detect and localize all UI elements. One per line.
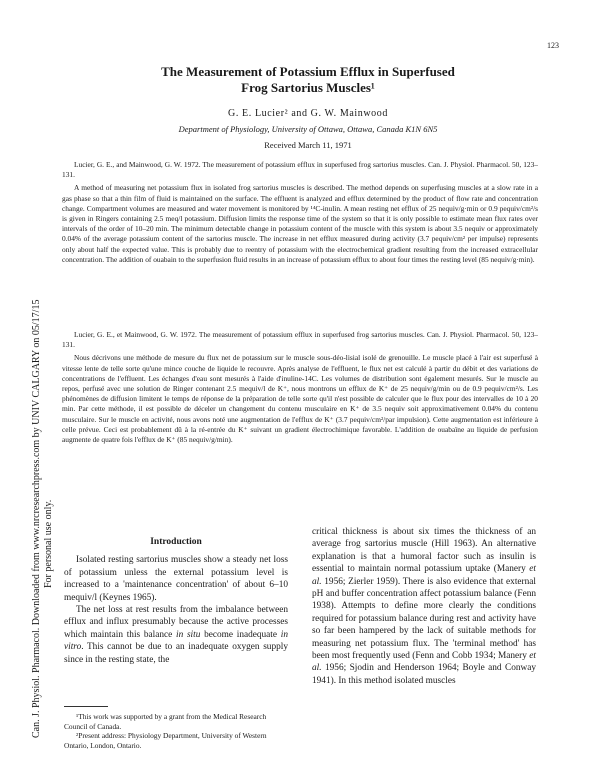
- article-title-line2: Frog Sartorius Muscles¹: [241, 80, 375, 95]
- right-text-a: critical thickness is about six times the thickness of an average frog sartorius muscle (Hill 1963). An alternative explanation is that a humoral factor such as insulin is essential to maintain normal potassium uptake (Manery: [312, 527, 536, 575]
- download-stamp-line1: Can. J. Physiol. Pharmacol. Downloaded from www.nrcresearchpress.com by UNIV CALGARY on 05/17/15: [31, 299, 42, 738]
- footnotes: [64, 712, 288, 750]
- article-title: [80, 64, 536, 96]
- authors: G. E. Lucier² and G. W. Mainwood: [228, 108, 388, 119]
- french-abstract-block: [62, 330, 538, 445]
- intro-p2-text-a: The net loss at rest results from the imbalance between efflux and influx presumably because the active processes which maintain this balance: [64, 605, 288, 640]
- article-title-line1: The Measurement of Potassium Efflux in Superfused: [161, 64, 455, 79]
- right-text-b: 1956; Zierler 1959). There is also evidence that external pH and buffer concentration affect potassium balance (Fenn 1938). Attempts to define more clearly the conditions required for potassium balance during rest and activity have so far been hampered by the lack of suitable methods for measuring net potassium flux. The 'terminal method' has been most frequently used (Fenn and Cobb 1934; Manery: [312, 576, 536, 662]
- footnote-divider: [64, 706, 108, 707]
- download-stamp-line2: For personal use only.: [43, 499, 54, 588]
- intro-p2-text-c: . This cannot be due to an inadequate oxygen supply since in the resting state, the: [64, 642, 288, 665]
- download-stamp: [31, 8, 55, 738]
- introduction-heading: Introduction: [150, 537, 202, 547]
- intro-paragraph-2: [64, 604, 288, 666]
- intro-p2-italic-in-vitro: in vitro: [64, 629, 288, 653]
- right-column-text: [312, 526, 536, 687]
- english-citation: Lucier, G. E., and Mainwood, G. W. 1972. The measurement of potassium efflux in superfused frog sartorius muscles. Can. J. Physiol. Pharmacol. 50, 123–131.: [62, 160, 538, 180]
- received-date: Received March 11, 1971: [264, 140, 352, 150]
- footnote-2: ²Present address: Physiology Department, University of Western Ontario, London, Ontario.: [64, 731, 267, 750]
- intro-p2-italic-in-situ: in situ: [175, 629, 201, 640]
- right-column: [312, 526, 536, 687]
- left-column: [64, 536, 288, 666]
- right-italic-et-al-1: et al.: [312, 564, 536, 587]
- page-number: 123: [547, 41, 559, 50]
- intro-paragraph-1: Isolated resting sartorius muscles show a steady net loss of potassium unless the external potassium level is increased to a 'maintenance concentration' of about 6–10 mequiv/l (Keynes 1965).: [64, 555, 288, 603]
- intro-p2-text-b: become inadequate: [200, 629, 281, 640]
- english-abstract: A method of measuring net potassium flux in isolated frog sartorius muscles is described. The method depends on superfusing muscles at a slow rate in a gas phase so that a thin film of fluid is maintained on the surface. The effluent is analyzed and efflux determined by the product of flow rate and concentration change. Compartment volumes are measured and water movement is monitored by ¹⁴C-inulin. A mean resting net efflux of 25 nequiv/g·min or 0.9 pequiv/cm²/s is given in Ringers containing 2.5 meq/l potassium. Diffusion limits the response time of the system so that it is only possible to estimate mean flux rates over intervals of the order of 10–20 min. The minimum detectable change in potassium content of the muscle with this system is about 3.5 nequiv or approximately 0.04% of the average potassium content of the sartorius muscle. The increase in net efflux measured during activity (3.7 pequiv/cm² per impulse) represents only about half the expected value. This is probably due to reentry of potassium with the electrochemical gradient resulting from the increased extracellular concentration. The addition of ouabain to the superfusion fluid results in an increase of potassium efflux to about four times the resting level (85 nequiv/g·min).: [62, 183, 538, 264]
- footnote-1: ¹This work was supported by a grant from the Medical Research Council of Canada.: [64, 712, 267, 731]
- french-citation: Lucier, G. E., et Mainwood, G. W. 1972. The measurement of potassium efflux in superfused frog sartorius muscles. Can. J. Physiol. Pharmacol. 50, 123–131.: [62, 330, 538, 350]
- french-abstract: Nous décrivons une méthode de mesure du flux net de potassium sur le muscle sous-déo-lisial isolé de grenouille. Le muscle placé à l'air est superfusé à vitesse lente de telle sorte qu'une mince couche de liquide le recouvre. Après analyse de l'effluent, le flux net est calculé à partir du débit et des variations de concentrations de l'effluent. Les échanges d'eau sont mesurés à l'aide d'inuline-14C. Les volumes de distribution sont également mesurés. Sur le muscle au repos, perfusé avec une solution de Ringer contenant 2.5 mequiv/l de K⁺, nous montrons un efflux de K⁺ de 25 nequiv/g/min ou de 0.9 pequiv/cm²/s. Les phénomènes de diffusion limitent le temps de réponse de la préparation de telle sorte qu'il n'est possible de calculer que le flux pour des intervalles de 10 à 20 min. Par cette méthode, il est possible de déceler un changement du contenu musculaire en K⁺ de 3.5 nequiv soit approximativement 0.04% du contenu musculaire. Sur le muscle en activité, nous avons noté une augmentation de l'efflux de K⁺ (3.7 pequiv/cm²/par impulsion). Cette augmentation est inférieure à celle prévue. Ceci est probablement dû à la ré-entrée du K⁺ suivant un gradient électrochimique favorable. L'addition de ouabaïne au liquide de perfusion augmente de quatre fois l'efflux de K⁺ (85 nequiv/g/min).: [62, 353, 538, 445]
- english-abstract-block: [62, 160, 538, 265]
- affiliation: Department of Physiology, University of Ottawa, Ottawa, Canada K1N 6N5: [178, 124, 438, 134]
- right-italic-et-al-2: et al.: [312, 651, 536, 674]
- right-text-c: 1956; Sjodin and Henderson 1964; Boyle and Conway 1941). In this method isolated muscles: [312, 663, 536, 686]
